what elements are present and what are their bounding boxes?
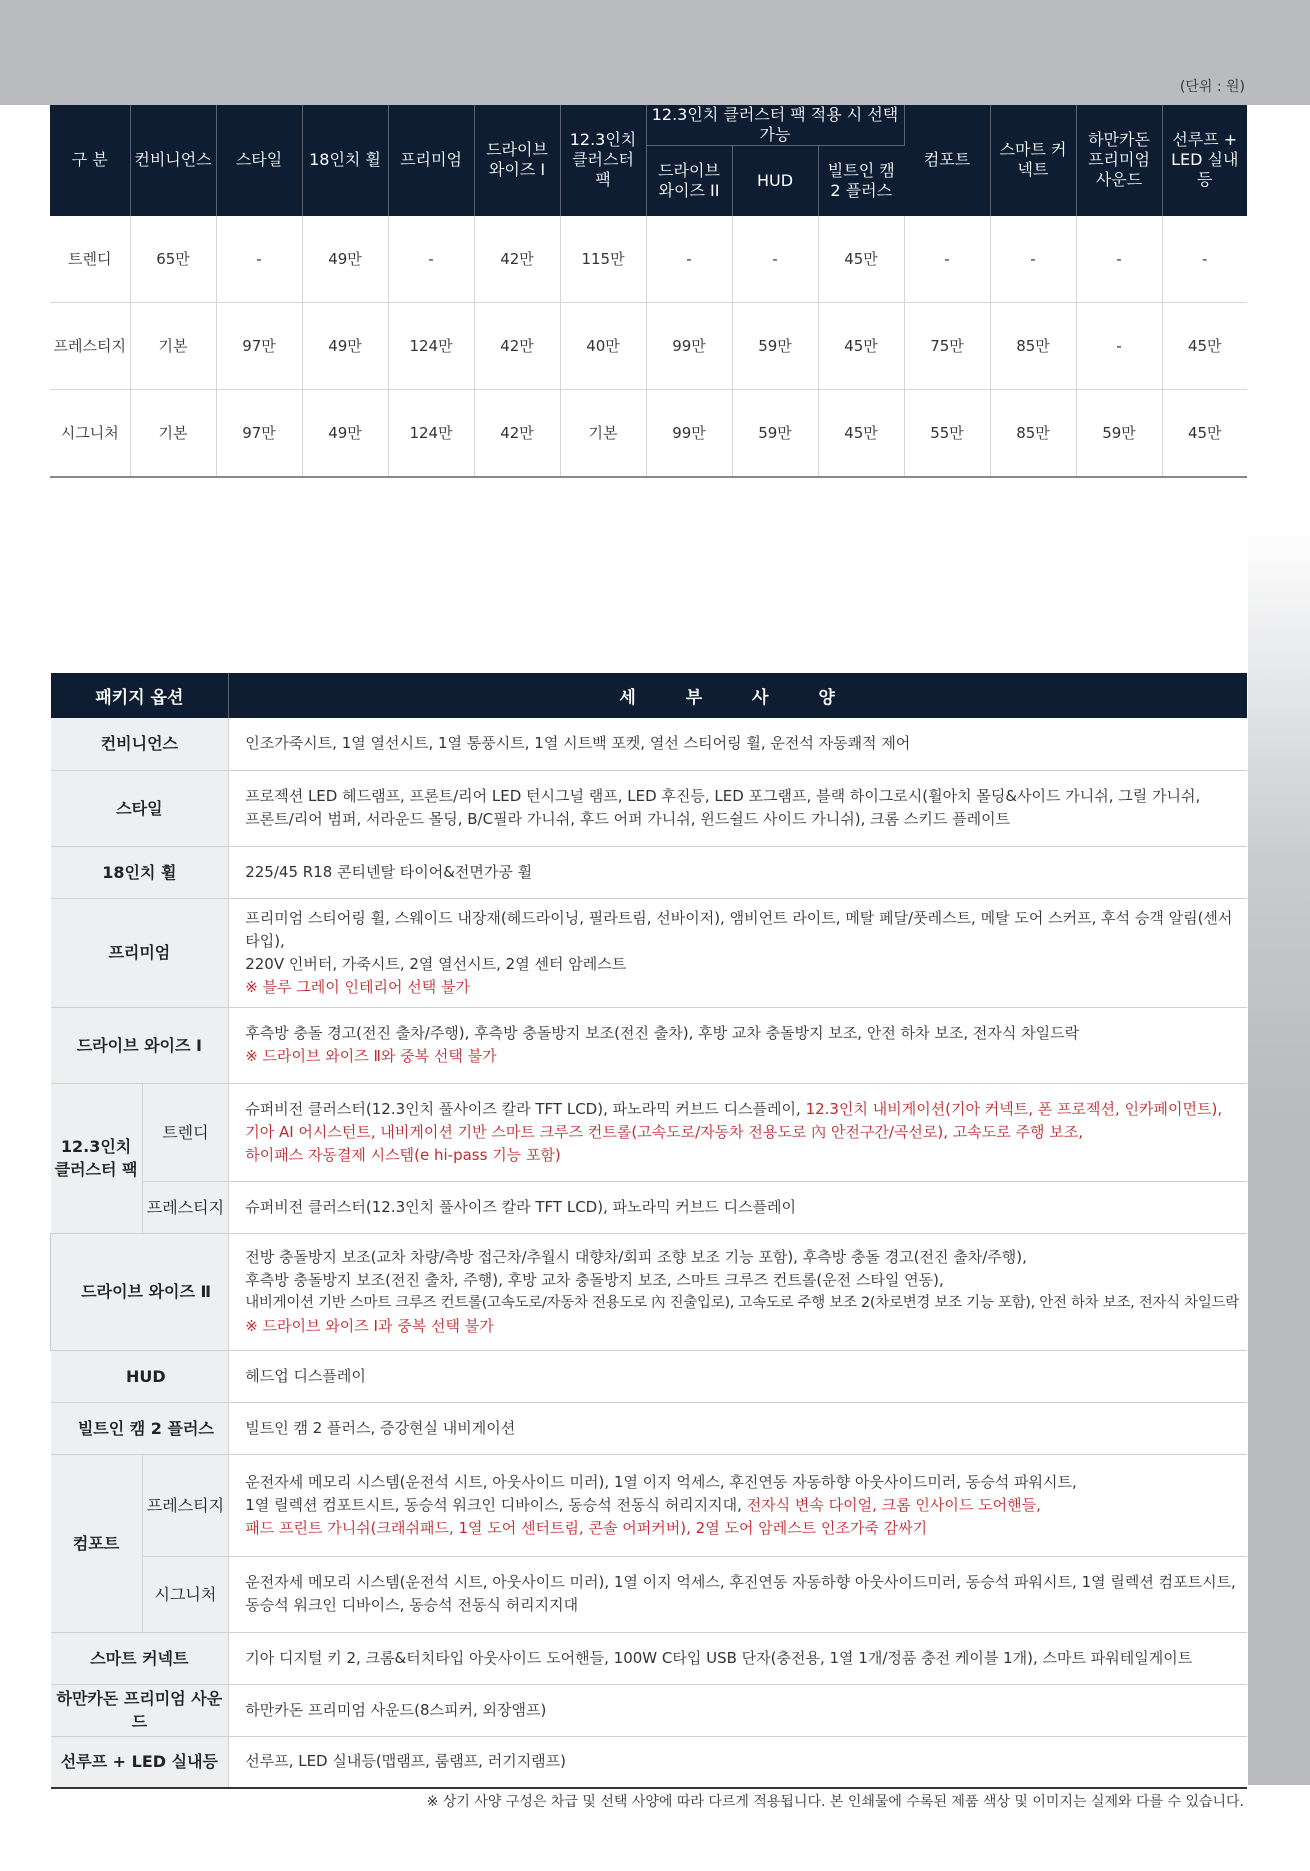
header-builtin-cam: 빌트인 캠 2 플러스 — [818, 146, 904, 216]
header-drivewise2: 드라이브 와이즈 II — [646, 146, 732, 216]
top-band — [0, 0, 1310, 105]
table-row — [51, 1454, 1248, 1556]
table-row — [51, 1736, 1248, 1788]
row-label-drivewise2: 드라이브 와이즈 Ⅱ — [51, 1233, 229, 1350]
price-cell: 124만 — [388, 389, 474, 477]
price-cell: - — [1162, 216, 1247, 303]
row-sublabel-comfort-prestige: 프레스티지 — [142, 1454, 229, 1556]
detail-line — [245, 1494, 1239, 1517]
row-label-premium: 프리미엄 — [51, 898, 229, 1007]
row-label-harman: 하만카돈 프리미엄 사운드 — [51, 1684, 229, 1736]
header-cluster: 12.3인치 클러스터 팩 — [560, 105, 646, 216]
price-cell: - — [388, 216, 474, 303]
row-label-smart-connect: 스마트 커넥트 — [51, 1632, 229, 1684]
price-cell: 59만 — [732, 389, 818, 477]
detail-line: 운전자세 메모리 시스템(운전석 시트, 아웃사이드 미러), 1열 이지 억세스, 후진연동 자동하향 아웃사이드미러, 동승석 파워시트, — [245, 1472, 1077, 1491]
header-cluster-group: 12.3인치 클러스터 팩 적용 시 선택 가능 — [646, 105, 904, 146]
table-row — [50, 389, 1247, 477]
price-cell: - — [990, 216, 1076, 303]
header-sunroof: 선루프 + LED 실내등 — [1162, 105, 1247, 216]
detail-note: ※ 드라이브 와이즈 Ⅱ와 중복 선택 불가 — [245, 1047, 497, 1065]
price-cell: 49만 — [302, 302, 388, 389]
price-cell: 97만 — [216, 389, 302, 477]
price-cell: 기본 — [560, 389, 646, 477]
price-cell: 49만 — [302, 216, 388, 303]
price-cell: 45만 — [818, 302, 904, 389]
detail-highlight: 12.3인치 내비게이션(기아 커넥트, 폰 프로젝션, 인카페이먼트), — [805, 1099, 1223, 1118]
price-cell: 45만 — [818, 389, 904, 477]
detail-line: 프리미엄 스티어링 휠, 스웨이드 내장재(헤드라이닝, 필라트림, 선바이저), 앰비언트 라이트, 메탈 페달/풋레스트, 메탈 도어 스커프, 후석 승객 알림(센서 타입), — [245, 908, 1233, 950]
price-cell: - — [1076, 302, 1162, 389]
header-harman: 하만카돈 프리미엄 사운드 — [1076, 105, 1162, 216]
price-cell: - — [904, 216, 990, 303]
package-table — [50, 673, 1247, 1789]
trim-label: 프레스티지 — [50, 302, 130, 389]
price-cell: 42만 — [474, 302, 560, 389]
detail-line: 동승석 워크인 디바이스, 동승석 전동식 허리지지대 — [245, 1596, 579, 1614]
price-cell: - — [732, 216, 818, 303]
table-row — [51, 1083, 1248, 1181]
header-package-option: 패키지 옵션 — [51, 673, 229, 718]
price-cell: 45만 — [818, 216, 904, 303]
header-style: 스타일 — [216, 105, 302, 216]
price-table — [50, 105, 1247, 478]
price-cell: 85만 — [990, 389, 1076, 477]
detail-line: 220V 인버터, 가죽시트, 2열 열선시트, 2열 센터 암레스트 — [245, 954, 627, 973]
price-cell: 99만 — [646, 302, 732, 389]
detail-line: 프로젝션 LED 헤드램프, 프론트/리어 LED 턴시그널 램프, LED 후진등, LED 포그램프, 블랙 하이그로시(휠아치 몰딩&사이드 가니쉬, 그릴 가니쉬, — [245, 787, 1201, 805]
table-row — [51, 1402, 1248, 1454]
price-cell: - — [646, 216, 732, 303]
detail-text: 1열 릴렉션 컴포트시트, 동승석 워크인 디바이스, 동승석 전동식 허리지지대, — [245, 1495, 747, 1514]
row-label-hud: HUD — [51, 1350, 229, 1402]
row-label-sunroof: 선루프 + LED 실내등 — [51, 1736, 229, 1788]
detail-highlight: 전자식 변속 다이얼, 크롬 인사이드 도어핸들, — [746, 1495, 1041, 1514]
table-row — [51, 1181, 1248, 1233]
price-cell: 59만 — [1076, 389, 1162, 477]
price-cell: 99만 — [646, 389, 732, 477]
header-smart-connect: 스마트 커넥트 — [990, 105, 1076, 216]
header-wheel18: 18인치 휠 — [302, 105, 388, 216]
detail-line — [245, 1098, 1239, 1121]
row-label-wheel18: 18인치 휠 — [51, 846, 229, 898]
row-label-drivewise1: 드라이브 와이즈 Ⅰ — [51, 1007, 229, 1083]
price-cell: 기본 — [130, 302, 216, 389]
row-detail-comfort-prestige — [229, 1454, 1247, 1556]
row-detail-drivewise2 — [229, 1233, 1247, 1350]
header-detail: 세 부 사 양 — [229, 673, 1247, 718]
detail-line: 후측방 충돌 경고(전진 출차/주행), 후측방 충돌방지 보조(전진 출차), 후방 교차 충돌방지 보조, 안전 하차 보조, 전자식 차일드락 — [245, 1024, 1080, 1042]
table-row — [50, 216, 1247, 303]
trim-label: 트렌디 — [50, 216, 130, 303]
detail-highlight: 기아 AI 어시스턴트, 내비게이션 기반 스마트 크루즈 컨트롤(고속도로/자동차 전용도로 內 안전구간/곡선로), 고속도로 주행 보조, — [245, 1122, 1084, 1141]
detail-note: ※ 블루 그레이 인테리어 선택 불가 — [245, 977, 470, 996]
header-drivewise1: 드라이브 와이즈 I — [474, 105, 560, 216]
row-detail-sunroof: 선루프, LED 실내등(맵램프, 룸램프, 러기지램프) — [229, 1736, 1247, 1788]
table-row — [51, 718, 1248, 770]
row-detail-cluster-trendy — [229, 1083, 1247, 1181]
detail-highlight: 하이패스 자동결제 시스템(e hi-pass 기능 포함) — [245, 1145, 561, 1164]
price-cell: 55만 — [904, 389, 990, 477]
price-cell: 42만 — [474, 216, 560, 303]
row-detail-wheel18: 225/45 R18 콘티넨탈 타이어&전면가공 휠 — [229, 846, 1247, 898]
detail-line: 후측방 충돌방지 보조(전진 출차, 주행), 후방 교차 충돌방지 보조, 스마트 크루즈 컨트롤(운전 스타일 연동), — [245, 1270, 944, 1289]
row-label-convenience: 컨비니언스 — [51, 718, 229, 770]
row-detail-comfort-signature — [229, 1556, 1247, 1632]
table-row — [51, 846, 1248, 898]
price-cell: - — [216, 216, 302, 303]
detail-highlight: 패드 프린트 가니쉬(크래쉬패드, 1열 도어 센터트림, 콘솔 어퍼커버), 2열 도어 암레스트 인조가죽 감싸기 — [245, 1518, 928, 1537]
header-comfort: 컴포트 — [904, 105, 990, 216]
price-cell: 115만 — [560, 216, 646, 303]
row-detail-harman: 하만카돈 프리미엄 사운드(8스피커, 외장앰프) — [229, 1684, 1247, 1736]
table-row — [51, 1007, 1248, 1083]
header-premium: 프리미엄 — [388, 105, 474, 216]
row-label-style: 스타일 — [51, 770, 229, 846]
price-cell: 75만 — [904, 302, 990, 389]
footnote: ※ 상기 사양 구성은 차급 및 선택 사양에 따라 다르게 적용됩니다. 본 인쇄물에 수록된 제품 색상 및 이미지는 실제와 다를 수 있습니다. — [426, 1794, 1244, 1810]
table-row — [50, 302, 1247, 389]
price-cell: 기본 — [130, 389, 216, 477]
row-detail-hud: 헤드업 디스플레이 — [229, 1350, 1247, 1402]
table-row — [51, 1684, 1248, 1736]
row-detail-smart-connect: 기아 디지털 키 2, 크롬&터치타입 아웃사이드 도어핸들, 100W C타입 USB 단자(충전용, 1열 1개/정품 충전 케이블 1개), 스마트 파워테일게이트 — [229, 1632, 1247, 1684]
row-detail-convenience: 인조가죽시트, 1열 열선시트, 1열 통풍시트, 1열 시트백 포켓, 열선 스티어링 휠, 운전석 자동쾌적 제어 — [229, 718, 1247, 770]
price-cell: 85만 — [990, 302, 1076, 389]
row-sublabel-comfort-signature: 시그니처 — [142, 1556, 229, 1632]
row-label-cluster: 12.3인치 클러스터 팩 — [51, 1083, 143, 1233]
right-gradient — [1248, 105, 1310, 1785]
detail-line: 운전자세 메모리 시스템(운전석 시트, 아웃사이드 미러), 1열 이지 억세스, 후진연동 자동하향 아웃사이드미러, 동승석 파워시트, 1열 릴렉션 컴포트시트, — [245, 1573, 1236, 1591]
price-cell: 49만 — [302, 389, 388, 477]
price-cell: 40만 — [560, 302, 646, 389]
detail-note: ※ 드라이브 와이즈 Ⅰ과 중복 선택 불가 — [245, 1316, 494, 1335]
unit-label: (단위 : 원) — [1179, 79, 1245, 95]
detail-line: 전방 충돌방지 보조(교차 차량/측방 접근차/추월시 대향차/회피 조향 보조 기능 포함), 후측방 충돌 경고(전진 출차/주행), — [245, 1247, 1027, 1266]
table-row — [51, 898, 1248, 1007]
table-row — [51, 1233, 1248, 1350]
table-row — [51, 770, 1248, 846]
table-row — [51, 1632, 1248, 1684]
trim-label: 시그니처 — [50, 389, 130, 477]
detail-line: 내비게이션 기반 스마트 크루즈 컨트롤(고속도로/자동차 전용도로 內 진출입로), 고속도로 주행 보조 2(차로변경 보조 기능 포함), 안전 하차 보조, 전자식 차일드락 — [245, 1294, 1239, 1311]
price-table-body — [50, 216, 1247, 477]
row-label-builtin-cam: 빌트인 캠 2 플러스 — [51, 1402, 229, 1454]
price-cell: 124만 — [388, 302, 474, 389]
price-cell: 45만 — [1162, 389, 1247, 477]
header-category: 구 분 — [50, 105, 130, 216]
row-label-comfort: 컴포트 — [51, 1454, 143, 1632]
price-cell: - — [1076, 216, 1162, 303]
row-detail-style — [229, 770, 1247, 846]
header-hud: HUD — [732, 146, 818, 216]
header-convenience: 컨비니언스 — [130, 105, 216, 216]
table-row — [51, 1350, 1248, 1402]
detail-text: 슈퍼비전 클러스터(12.3인치 풀사이즈 칼라 TFT LCD), 파노라믹 커브드 디스플레이, — [245, 1099, 806, 1118]
row-sublabel-cluster-prestige: 프레스티지 — [142, 1181, 229, 1233]
row-detail-premium — [229, 898, 1247, 1007]
row-detail-builtin-cam: 빌트인 캠 2 플러스, 증강현실 내비게이션 — [229, 1402, 1247, 1454]
price-cell: 59만 — [732, 302, 818, 389]
detail-line: 프론트/리어 범퍼, 서라운드 몰딩, B/C필라 가니쉬, 후드 어퍼 가니쉬, 윈드쉴드 사이드 가니쉬), 크롬 스키드 플레이트 — [245, 810, 1011, 828]
row-detail-drivewise1 — [229, 1007, 1247, 1083]
price-cell: 42만 — [474, 389, 560, 477]
row-sublabel-cluster-trendy: 트렌디 — [142, 1083, 229, 1181]
price-cell: 97만 — [216, 302, 302, 389]
price-cell: 65만 — [130, 216, 216, 303]
price-cell: 45만 — [1162, 302, 1247, 389]
table-row — [51, 1556, 1248, 1632]
row-detail-cluster-prestige: 슈퍼비전 클러스터(12.3인치 풀사이즈 칼라 TFT LCD), 파노라믹 커브드 디스플레이 — [229, 1181, 1247, 1233]
